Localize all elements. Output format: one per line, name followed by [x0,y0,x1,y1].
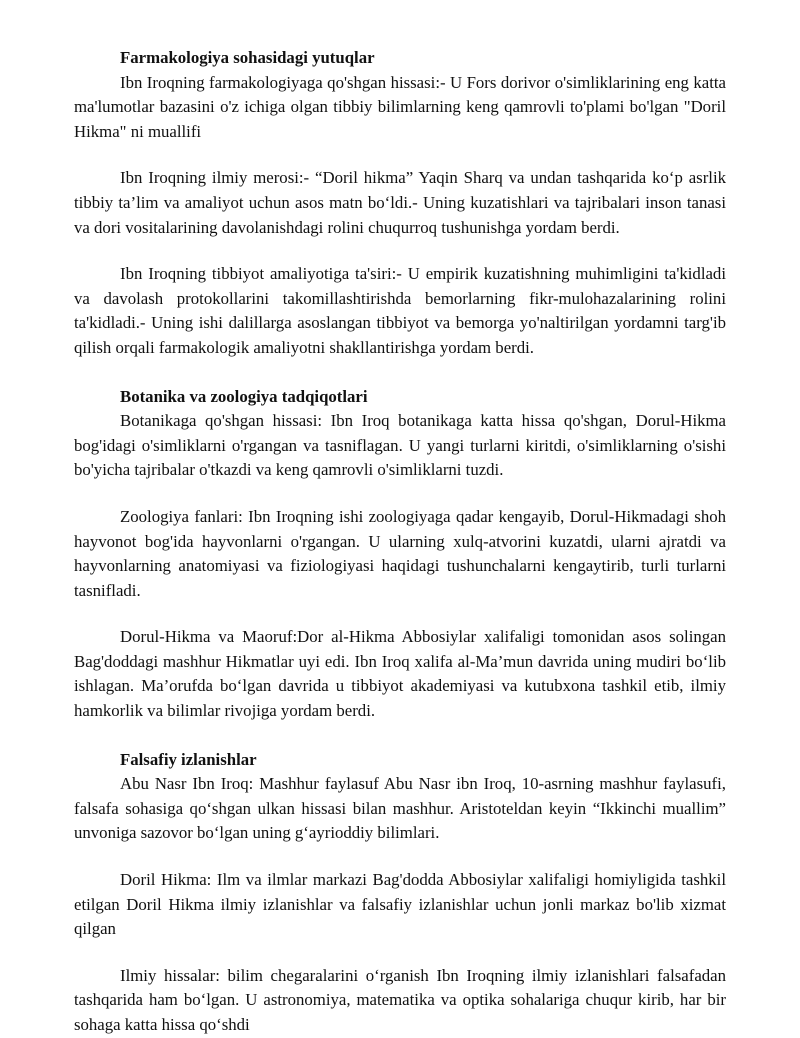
paragraph: Ibn Iroqning tibbiyot amaliyotiga ta'siri:- U empirik kuzatishning muhimligini ta'kidladi va davolash protokollarini takomillashtirishda bemorlarning fikr-mulohazalarining rolini ta'kidladi.- Uning ishi dalillarga asoslangan tibbiyot va bemorga yo'naltirilgan yordamni targ'ib qilish orqali farmakologik amaliyotni shakllantirishga yordam berdi. [74,264,726,357]
section-heading: Botanika va zoologiya tadqiqotlari [120,386,368,406]
paragraph: Doril Hikma: Ilm va ilmlar markazi Bag'dodda Abbosiylar xalifaligi homiyligida tashkil etilgan Doril Hikma ilmiy izlanishlar va falsafiy izlanishlar uchun jonli markaz bo'lib xizmat qilgan [74,870,726,939]
section-philosophy [74,748,726,1038]
paragraph: Abu Nasr Ibn Iroq: Mashhur faylasuf Abu Nasr ibn Iroq, 10-asrning mashhur faylasufi, falsafa sohasiga qo‘shgan ulkan hissasi bilan mashhur. Aristoteldan keyin “Ikkinchi muallim” unvoniga sazovor bo‘lgan uning g‘ayrioddiy bilimlari. [74,774,726,843]
paragraph: Ilmiy hissalar: bilim chegaralarini o‘rganish Ibn Iroqning ilmiy izlanishlari falsafadan tashqarida ham bo‘lgan. U astronomiya, matematika va optika sohalariga chuqur kirib, har bir sohaga katta hissa qo‘shdi [74,965,726,1034]
paragraph: Ibn Iroqning ilmiy merosi:- “Doril hikma” Yaqin Sharq va undan tashqarida ko‘p asrlik tibbiy ta’lim va amaliyot uchun asos matn bo‘ldi.- Uning kuzatishlari va tajribalari inson tanasi va dori vositalarining davolanishdagi rolini chuqurroq tushunishga yordam berdi. [74,168,726,237]
paragraph: Dorul-Hikma va Maoruf:Dor al-Hikma Abbosiylar xalifaligi tomonidan asos solingan Bag'doddagi mashhur Hikmatlar uyi edi. Ibn Iroq xalifa al-Ma’mun davrida uning mudiri bo‘lib ishlagan. Ma’orufda bo‘lgan davrida u tibbiyot akademiyasi va kutubxona tashkil etib, ilmiy hamkorlik va bilimlar rivojiga yordam berdi. [74,627,726,721]
paragraph: Zoologiya fanlari: Ibn Iroqning ishi zoologiyaga qadar kengayib, Dorul-Hikmadagi shoh hayvonot bog'ida hayvonlarni o'rgangan. U ularning xulq-atvorini kuzatdi, ularni ajratdi va hayvonlarning anatomiyasi va fiziologiyasi haqidagi tushunchalarni kengaytirib, turli turlarni tasnifladi. [74,506,726,600]
document-page [74,46,726,1038]
section-heading: Falsafiy izlanishlar [120,749,257,769]
section-botany-zoology [74,385,726,724]
section-pharmacology [74,46,726,361]
section-heading: Farmakologiya sohasidagi yutuqlar [120,48,375,67]
paragraph: Ibn Iroqning farmakologiyaga qo'shgan hissasi:- U Fors dorivor o'simliklarining eng katta ma'lumotlar bazasini o'z ichiga olgan tibbiy bilimlarning keng qamrovli to'plami bo'lgan "Doril Hikma" ni muallifi [74,72,726,141]
paragraph: Botanikaga qo'shgan hissasi: Ibn Iroq botanikaga katta hissa qo'shgan, Dorul-Hikma bog'idagi o'simliklarni o'rgangan va tasniflagan. U yangi turlarni kiritdi, o'simliklarning o'sishi bo'yicha tajribalar o'tkazdi va keng qamrovli o'simliklarni tuzdi. [74,411,726,480]
